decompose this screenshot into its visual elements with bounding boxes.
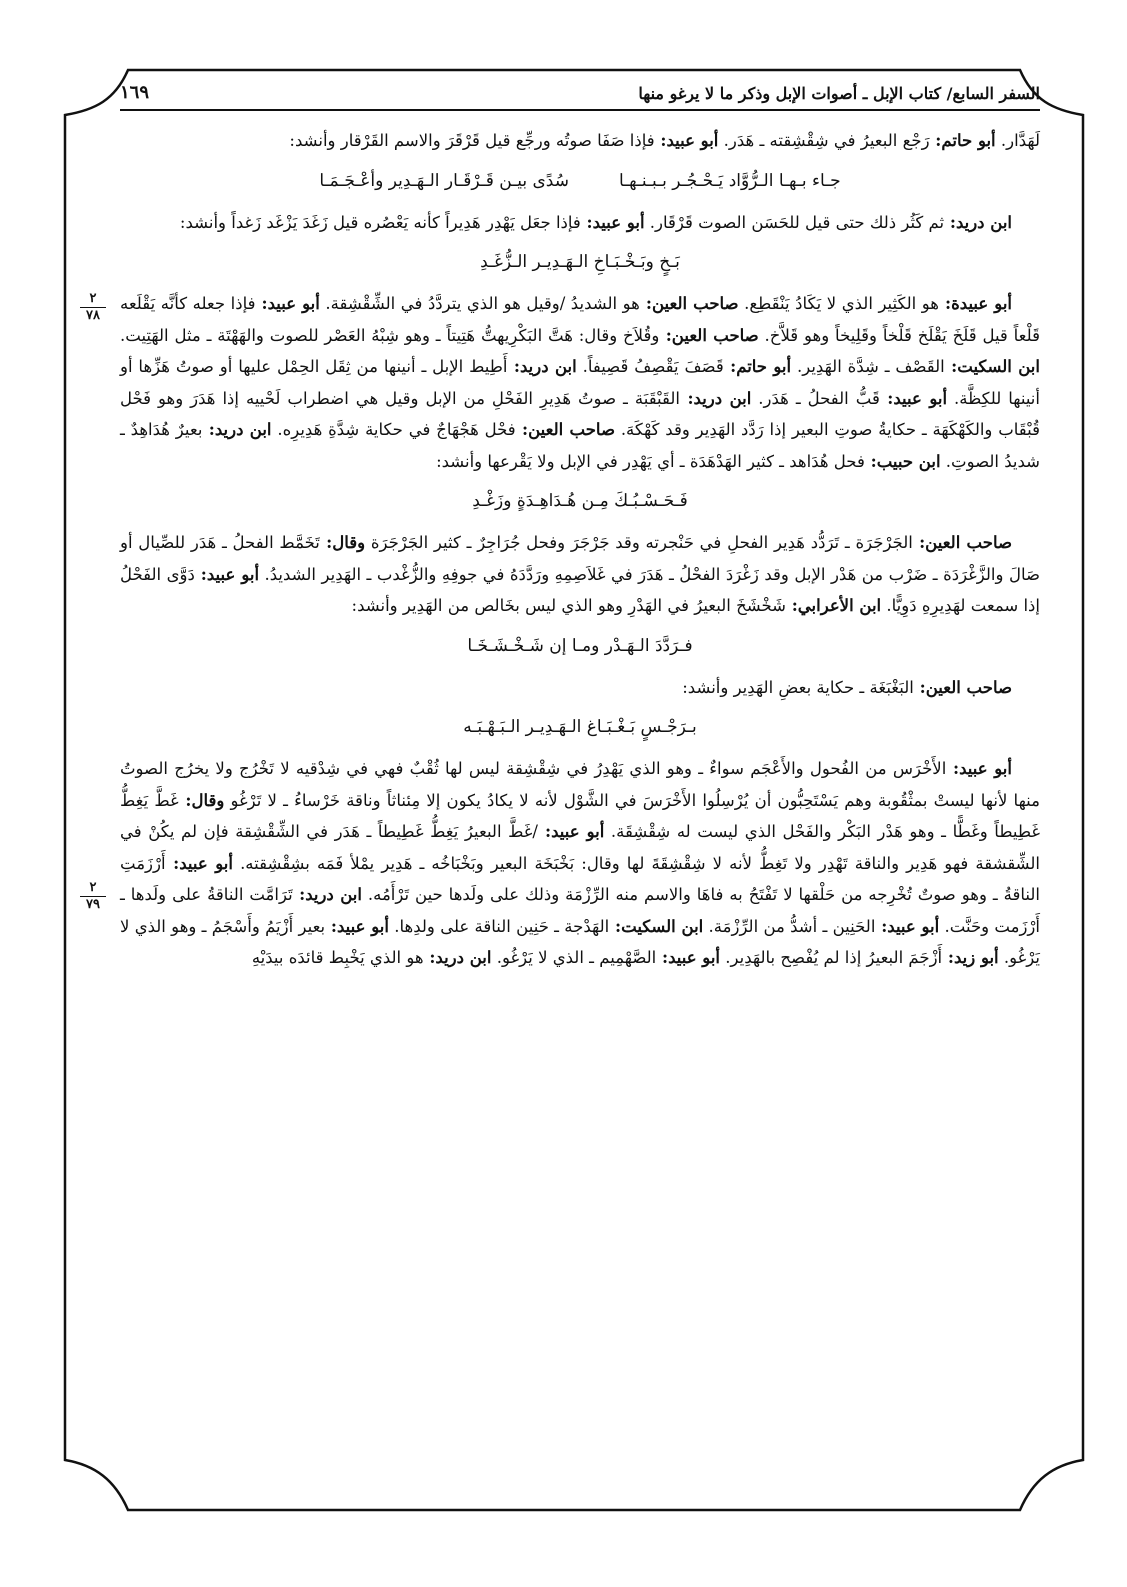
- verse-4: فـرَدَّدَ الـهَـدْر ومـا إن شَـخْـشَـخَـا: [467, 635, 693, 656]
- margin-note-78: ٢ ٧٨: [80, 292, 106, 323]
- paragraph-4: صاحب العين: الجَرْجَرَة ـ تَرَدُّد هَدِير الفحلِ في حَنْجرته وقد جَرْجَرَ وفحل جُرَاجِرٌ ـ كثير الجَرْجَرَة وقال: تَخَمَّط الفحلُ ـ هَدَر للصِّيال أو صَالَ والزَّغْرَدَة ـ ضَرْب من هَدْر الإبل وقد زَغْرَدَ الفحْلُ ـ هَدَرَ في غَلاَصِمِهِ ورَدَّدَهُ في جوفِهِ والزُّغْدب ـ الهَدِير الشديدُ. أبو عبيد: دَوَّى الفَحْلُ إذا سمعت لهَدِيرِهِ دَوِيًّا. ابن الأعرابي: شَخْشَخَ البعيرُ في الهَدْرِ وهو الذي ليس بخَالص من الهَدِير وأنشد:: [120, 533, 1040, 615]
- paragraph-6: أبو عبيد: الأَخْرَس من الفُحول والأَعْجَم سواءٌ ـ وهو الذي يَهْدِرُ في شِقْشِقة ليس لها ثُقْبٌ فهي في شِدْقيه لا تَخْرُج ولا يخرُج الصوتُ منها لأنها ليستْ بمثْقُوبة وهم يَسْتَحِبُّون أن يُرْسِلُوا الأَخْرَسَ في الشَّوْل لأنه لا يكادُ يكون إلا مِئناثاً وناقة خَرْساءُ ـ لا تَرْغُو وقال: غَطَّ يَغِطُّ غَطِيطاً وغَطًّا ـ وهو هَدْر البَكْر والفَحْل الذي ليست له شِقْشِقَة. أبو عبيد: /غَطَّ البعيرُ يَغِطُّ غَطِيطاً ـ هَدَر في الشِّقْشِقة فإن لم يكُنْ في الشِّقشقة فهو هَدِير والناقة تَهْدِر ولا تَغِطُّ لأنه لا شِقْشِقَةَ لها وقال: بَخْبَخَة البعير وبَخْبَاخُه ـ هَدِير يمْلأ فَمَه بشِقْشِقته. أبو عبيد: أَرْزَمَتِ الناقةُ ـ وهو صوتٌ تُخْرِجه من حَلْقها لا تَفْتَحُ به فاهَا والاسم منه الرِّزْمَة وذلك على ولَدها حين تَرْأَمُه. ابن دريد: تَرَامَّت الناقةُ على ولَدها ـ أَرْزَمت وحَنَّت. أبو عبيد: الحَنِين ـ أشدُّ من الرِّزْمَة. ابن السكيت: الهَدْجة ـ حَنِين الناقة على ولدِها. أبو عبيد: بعير أَزْيَمُ وأَسْجَمُ ـ وهو الذي لا يَرْغُو. أبو زيد: أَزْجَمَ البعيرُ إذا لم يُفْصِح بالهَدِير. أبو عبيد: الصَّهْمِيم ـ الذي لا يَرْغُو. ابن دريد: هو الذي يَخْبِط قائدَه بيدَيْهِ: [120, 759, 1040, 967]
- page-number: ١٦٩: [120, 82, 150, 103]
- verse-1: [120, 163, 1040, 199]
- margin-note-79: ٢ ٧٩: [80, 881, 106, 912]
- verse-5: بـرَجْـسٍ بَـغْـبَـاغ الـهَـدِيـر الـبَـهْـبَـه: [463, 717, 697, 737]
- paragraph-3-wrap: [86, 288, 1041, 477]
- running-header: [120, 82, 1040, 111]
- paragraph-3: أبو عبيدة: هو الكَثِير الذي لا يَكَادُ يَنْقَطِع. صاحب العين: هو الشديدُ /وقيل هو الذي يتردَّدُ في الشِّقْشِقة. أبو عبيد: فإذا جعله كأنَّه يَقْلَعه قَلْعاً قيل قَلَخَ يَقْلَخ قَلْخاً وقَلِيخاً وهو قَلاَّخ. صاحب العين: وقُلاَخ وقال: هَتَّ البَكْرِيهتُّ هَتِيتاً ـ وهو شِبْهُ العَصْر للصوت والهَهْتَة ـ مثل الهَتِيت. ابن السكيت: القَصْف ـ شِدَّة الهَدِير. أبو حاتم: قَصَفَ يَقْصِفُ قَصِيفاً. ابن دريد: أَطِيط الإبل ـ أنينها من ثِقَل الحِمْل عليها أو صوتُ هَزِّها أو أنينها للكِظَّة. أبو عبيد: قَبُّ الفحلُ ـ هَدَر. ابن دريد: القَبْقَبَة ـ صوتُ هَدِيرِ الفَحْلِ من الإبل وقيل هي اضطراب لَحْييه إذا هَدَرَ وهو فَحْل قُبْقَاب والكَهْكَهَة ـ حكايةُ صوتِ البعير إذا رَدَّد الهَدِير وقد كَهْكَهَ. صاحب العين: فحْل هَجْهَاجٌ في حكاية شِدَّةِ هَدِيرِه. ابن دريد: بعيرٌ هُدَاهِدٌ ـ شديدُ الصوتِ. ابن حبيب: فحل هُدَاهد ـ كثير الهَدْهَدَة ـ أي يَهْدِر في الإبل ولا يَقْرعها وأنشد:: [120, 294, 1041, 471]
- paragraph-2: ابن دريد: ثم كَثُر ذلك حتى قيل للحَسَن الصوت قَرْقَار. أبو عبيد: فإذا جعَل يَهْدِر هَدِيراً كأنه يَعْصُره قيل زَغَدَ يَزْغَد زَغداً وأنشد:: [179, 212, 1012, 232]
- paragraph-1: لَهَدَّار. أبو حاتم: رَجْع البعيرُ في شِقْشِقته ـ هَدَر. أبو عبيد: فإذا صَفَا صوتُه ورجِّع قيل قَرْقَرَ والاسم القَرْقار وأنشد:: [289, 131, 1040, 150]
- running-title: السفر السابع/ كتاب الإبل ـ أصوات الإبل وذكر ما لا يرغو منها: [638, 84, 1040, 103]
- verse-3: فَـحَـسْـبُـكَ مِـن هُـدَاهِـدَةٍ وزَغْـدِ: [472, 491, 688, 511]
- paragraph-6-wrap: [86, 753, 1040, 974]
- verse-1-hemistich-1: جـاء بـهـا الـرُّوَّاد يَـحْـجُـر بـبـنـهـا: [618, 170, 841, 191]
- verse-1-hemistich-2: سُدًى بيـن قَـرْقَـار الـهَـدِير وأعْـجَـمَـا: [319, 170, 569, 191]
- verse-2: بَـخٍ وبَـخْـبَـاخِ الـهَـدِيـر الـزُّغَـدِ: [480, 252, 680, 272]
- paragraph-5: صاحب العين: البَغْبَغَة ـ حكاية بعضِ الهَدِير وأنشد:: [682, 677, 1012, 697]
- page-content: [86, 82, 1041, 1482]
